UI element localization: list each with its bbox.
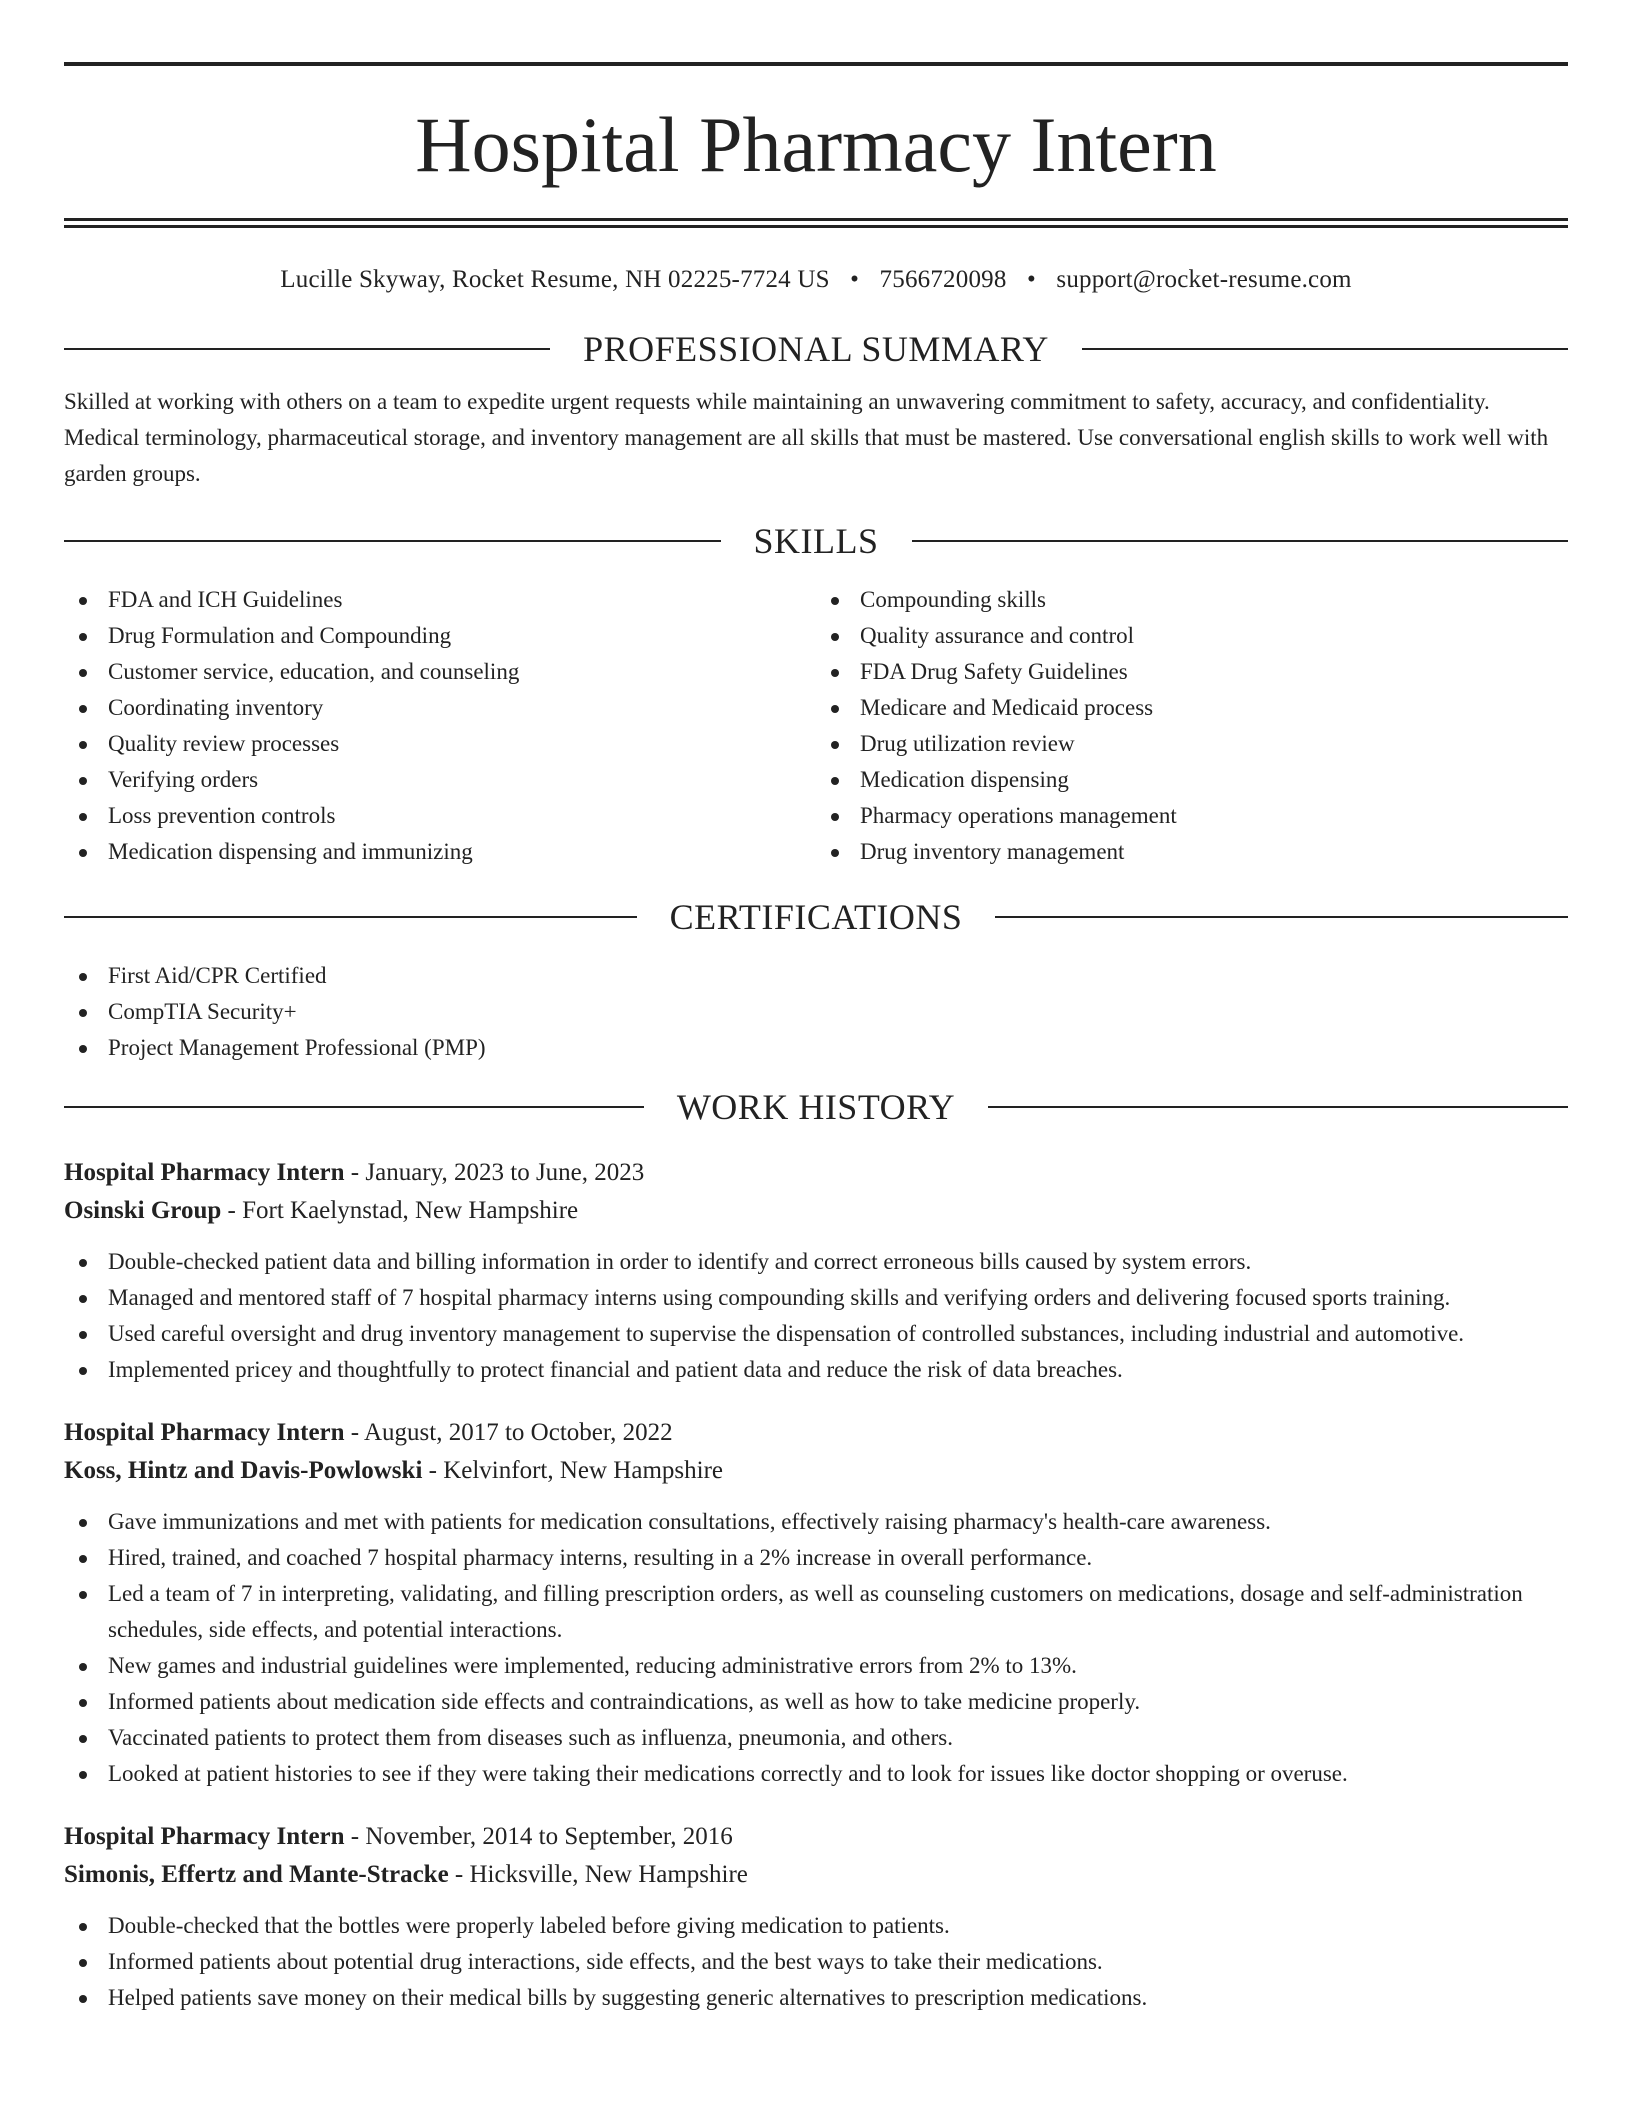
job-title: Hospital Pharmacy Intern [64, 1823, 345, 1850]
certification-item: First Aid/CPR Certified [64, 958, 1568, 994]
skills-columns [64, 582, 1568, 870]
certifications-list [64, 958, 1568, 1066]
job-bullets [64, 1504, 1568, 1792]
contact-email: support@rocket-resume.com [1056, 266, 1352, 293]
heading-rule [64, 916, 637, 918]
job-dates: - January, 2023 to June, 2023 [344, 1159, 645, 1186]
skill-item: Customer service, education, and counseling [64, 654, 816, 690]
skill-item: Coordinating inventory [64, 690, 816, 726]
job-bullet: Gave immunizations and met with patients for medication consultations, effectively raising pharmacy's health-care awareness. [64, 1504, 1568, 1540]
job-bullet: Helped patients save money on their medical bills by suggesting generic alternatives to prescription medications. [64, 1980, 1568, 2016]
job-dates: - November, 2014 to September, 2016 [344, 1823, 733, 1850]
job-bullet: Used careful oversight and drug inventory management to supervise the dispensation of controlled substances, including industrial and automotive. [64, 1316, 1568, 1352]
certification-item: Project Management Professional (PMP) [64, 1030, 1568, 1066]
job-title-line [64, 1154, 1568, 1192]
heading-rule [995, 916, 1568, 918]
skills-left-list [64, 582, 816, 870]
skills-heading [64, 520, 1568, 562]
job-title: Hospital Pharmacy Intern [64, 1159, 345, 1186]
skill-item: Medicare and Medicaid process [816, 690, 1568, 726]
heading-rule [64, 540, 721, 542]
job-company: Koss, Hintz and Davis-Powlowski [64, 1457, 423, 1484]
skill-item: Pharmacy operations management [816, 798, 1568, 834]
work-history-title: WORK HISTORY [676, 1087, 956, 1127]
certification-item: CompTIA Security+ [64, 994, 1568, 1030]
job-entry [64, 1818, 1568, 2016]
job-bullet: Double-checked patient data and billing information in order to identify and correct erroneous bills caused by system errors. [64, 1244, 1568, 1280]
skills-title: SKILLS [753, 521, 879, 561]
skill-item: Quality review processes [64, 726, 816, 762]
job-entry [64, 1154, 1568, 1388]
job-entry [64, 1414, 1568, 1792]
job-bullet: Led a team of 7 in interpreting, validating, and filling prescription orders, as well as counseling customers on medications, dosage and self-administration schedules, side effects, and potential interactions. [64, 1576, 1568, 1648]
job-company: Simonis, Effertz and Mante-Stracke [64, 1861, 449, 1888]
job-location: - Fort Kaelynstad, New Hampshire [221, 1197, 579, 1224]
certifications-title: CERTIFICATIONS [669, 897, 963, 937]
job-bullets [64, 1244, 1568, 1388]
skill-item: Medication dispensing and immunizing [64, 834, 816, 870]
skill-item: Medication dispensing [816, 762, 1568, 798]
job-bullet: Implemented pricey and thoughtfully to protect financial and patient data and reduce the risk of data breaches. [64, 1352, 1568, 1388]
top-rule [64, 62, 1568, 66]
work-history-heading [64, 1086, 1568, 1128]
job-bullet: Managed and mentored staff of 7 hospital pharmacy interns using compounding skills and verifying orders and delivering focused sports training. [64, 1280, 1568, 1316]
skills-right-list [816, 582, 1568, 870]
job-location: - Kelvinfort, New Hampshire [422, 1457, 724, 1484]
job-title-line [64, 1818, 1568, 1856]
summary-heading [64, 328, 1568, 370]
job-bullets [64, 1908, 1568, 2016]
job-title-line [64, 1414, 1568, 1452]
skill-item: Drug Formulation and Compounding [64, 618, 816, 654]
job-bullet: Informed patients about medication side effects and contraindications, as well as how to take medicine properly. [64, 1684, 1568, 1720]
skill-item: Compounding skills [816, 582, 1568, 618]
job-bullet: Hired, trained, and coached 7 hospital pharmacy interns, resulting in a 2% increase in overall performance. [64, 1540, 1568, 1576]
contact-separator: • [1027, 266, 1036, 293]
contact-line [64, 266, 1568, 294]
summary-title: PROFESSIONAL SUMMARY [583, 329, 1049, 369]
certifications-heading [64, 896, 1568, 938]
summary-text: Skilled at working with others on a team to expedite urgent requests while maintaining an unwavering commitment to safety, accuracy, and confidentiality. Medical terminology, pharmaceutical storage, and inventory management are all skills that must be mastered. Use conversational english skills to work well with garden groups. [64, 389, 1549, 486]
job-bullet: Looked at patient histories to see if they were taking their medications correctly and to look for issues like doctor shopping or overuse. [64, 1756, 1568, 1792]
job-bullet: Vaccinated patients to protect them from diseases such as influenza, pneumonia, and others. [64, 1720, 1568, 1756]
skill-item: Drug utilization review [816, 726, 1568, 762]
job-location: - Hicksville, New Hampshire [448, 1861, 748, 1888]
heading-rule [64, 1106, 644, 1108]
job-dates: - August, 2017 to October, 2022 [344, 1419, 673, 1446]
job-company: Osinski Group [64, 1197, 222, 1224]
job-bullet: Double-checked that the bottles were properly labeled before giving medication to patients. [64, 1908, 1568, 1944]
skill-item: FDA Drug Safety Guidelines [816, 654, 1568, 690]
work-history-list [64, 1154, 1568, 2016]
contact-separator: • [850, 266, 860, 293]
skill-item: Loss prevention controls [64, 798, 816, 834]
skill-item: Drug inventory management [816, 834, 1568, 870]
resume-name: Hospital Pharmacy Intern [415, 101, 1217, 188]
heading-rule [1082, 348, 1568, 350]
skill-item: Verifying orders [64, 762, 816, 798]
heading-rule [912, 540, 1569, 542]
skill-item: FDA and ICH Guidelines [64, 582, 816, 618]
contact-address: Lucille Skyway, Rocket Resume, NH 02225-7724 US [280, 266, 830, 293]
job-company-line [64, 1856, 1568, 1894]
job-bullet: Informed patients about potential drug interactions, side effects, and the best ways to take their medications. [64, 1944, 1568, 1980]
contact-phone: 7566720098 [879, 266, 1007, 293]
heading-rule [64, 348, 550, 350]
resume-page [64, 0, 1568, 2016]
double-rule [64, 218, 1568, 228]
job-title: Hospital Pharmacy Intern [64, 1419, 345, 1446]
skill-item: Quality assurance and control [816, 618, 1568, 654]
job-bullet: New games and industrial guidelines were implemented, reducing administrative errors from 2% to 13%. [64, 1648, 1568, 1684]
job-company-line [64, 1452, 1568, 1490]
heading-rule [988, 1106, 1568, 1108]
job-company-line [64, 1192, 1568, 1230]
